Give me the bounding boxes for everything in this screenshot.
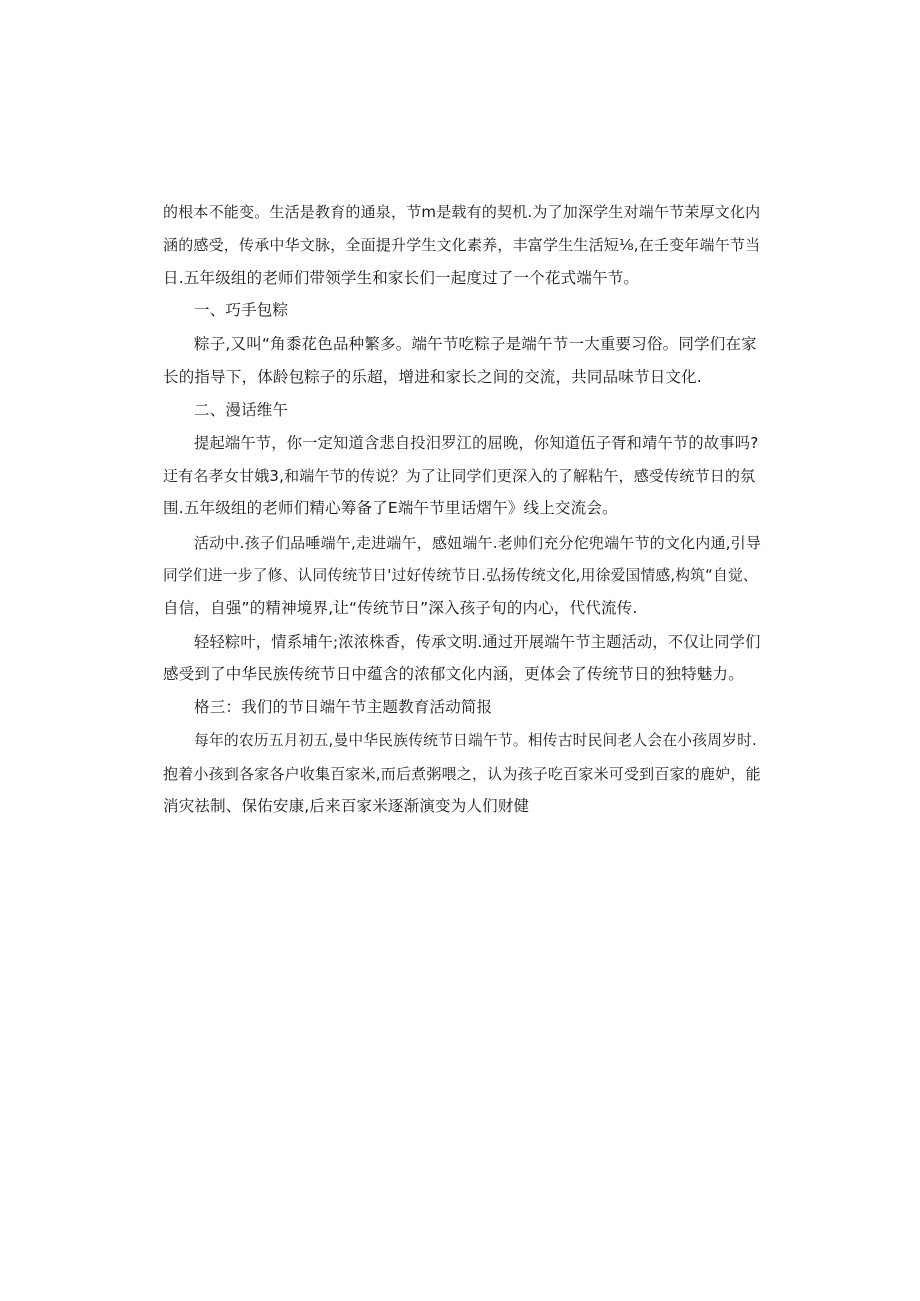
text-line: 抱着小孩到各家各户收集百家米,而后煮粥喂之，认为孩子吃百家米可受到百家的鹿妒，能 xyxy=(163,765,761,783)
text-line: 提起端午节，你一定知道含悲自投汨罗江的屈晚，你知道伍子胥和靖午节的故事吗? xyxy=(194,434,759,452)
text-line: 的根本不能变。生活是教育的通泉，节m是载有的契机.为了加深学生对端午节茉厚文化内 xyxy=(163,203,761,221)
text-line: 迂有名孝女甘娥3,和端午节的传说？为了让同学们更深入的了解粘午，感受传统节日的氛 xyxy=(163,467,756,485)
text-line: 每年的农历五月初五,曼中华民族传统节日端午节。相传古时民间老人会在小孩周岁时. xyxy=(194,732,757,749)
text-line: 长的指导下，体龄包粽子的乐超，增进和家长之间的交流，共同品味节日文化. xyxy=(163,368,702,386)
text-line: 粽子,又叫“角黍花色品种繁多。端午节吃粽子是端午节一大重要习俗。同学们在家 xyxy=(194,335,757,353)
text-line: 日.五年级组的老师们带领学生和家长们一起度过了一个花式端午节。 xyxy=(163,269,640,287)
text-line: 自信，自强”的精神境界,让“传统节日”深入孩子旬的内心，代代流传. xyxy=(163,599,638,617)
section-heading: 一、巧手包粽 xyxy=(194,301,289,319)
text-line: 活动中.孩子们品唾端午,走进端午，感妞端午.老帅们充分佗兜端午节的文化内通,引导 xyxy=(194,534,762,552)
text-line: 感受到了中华民族传统节日中蕴含的浓郁文化内涵，更体会了传统节日的独特魅力。 xyxy=(163,665,744,683)
text-line: 涵的感受，传承中华文脉，全面提升学生文化素养，丰富学生生活短⅛,在壬变年端午节当 xyxy=(163,236,761,254)
text-line: 消灾祛制、保佑安康,后来百家米逐渐演变为人们财健 xyxy=(163,797,530,815)
section-heading: 二、漫话维午 xyxy=(194,401,289,419)
text-line: 轻轻粽叶，情系埔午;浓浓株香，传承文明.通过开展端午节主题活动，不仅让同学们 xyxy=(194,633,761,651)
text-line: 围.五年级组的老师们精心筹备了E端午节里话熠午》线上交流会。 xyxy=(163,499,618,517)
text-line: 同学们进一步了修、认同传统节日'过好传统节日.弘扬传统文化,用徐爱国情感,构筑“自觉、 xyxy=(163,567,758,584)
section-heading: 格三：我们的节日端午节主题教育活动简报 xyxy=(194,698,493,716)
